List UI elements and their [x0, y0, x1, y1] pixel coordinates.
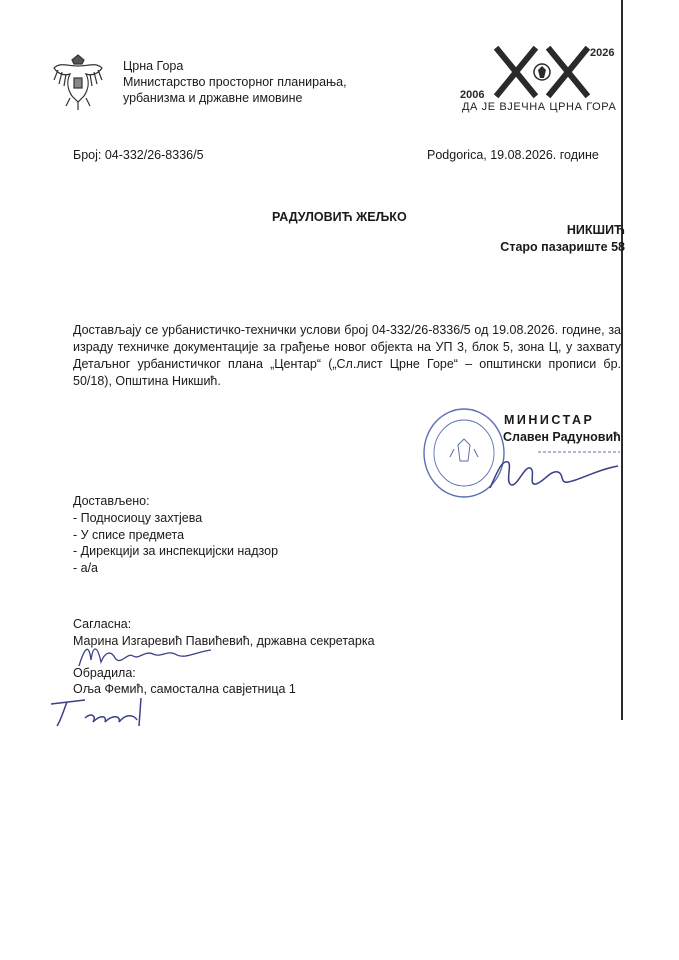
- ministry-line-2: Министарство просторног планирања,: [123, 75, 347, 89]
- delivered-item: - Подносиоцу захтјева: [73, 511, 203, 525]
- minister-signature: [480, 440, 630, 500]
- delivered-item: - У списе предмета: [73, 527, 185, 542]
- delivered-item: - а/а: [73, 560, 99, 575]
- recipient-street: Старо пазариште 58: [500, 240, 625, 254]
- agreed-name: Марина Изгаревић Павићевић, државна секретарка: [73, 634, 375, 648]
- ministry-line-1: Црна Гора: [123, 59, 184, 73]
- ministry-line-3: урбанизма и државне имовине: [123, 91, 303, 105]
- reference-number: Број: 04-332/26-8336/5: [73, 148, 204, 162]
- signatory-name: Славен Радуновић: [503, 430, 621, 444]
- delivered-item: - Дирекцији за инспекцијски надзор: [73, 544, 279, 558]
- logo-slogan: ДА ЈЕ ВЈЕЧНА ЦРНА ГОРА: [462, 101, 617, 113]
- prepared-label: Обрадила:: [73, 666, 136, 680]
- logo-year-start: 2006: [460, 89, 485, 101]
- body-paragraph: Достављају се урбанистичко-технички услови број 04-332/26-8336/5 од 19.08.2026. године, за израду техничке документације за грађење новог објекта на УП 3, блок 5, зона Ц, у захвату Детаљног урбанистичког плана „Центар“ („Сл.лист Црне Горе“ – општински прописи бр. 50/18), Општина Никшић.: [73, 323, 621, 388]
- prepared-name: Оља Фемић, самостална савјетница 1: [73, 682, 296, 696]
- recipient-city: НИКШИЋ: [566, 223, 625, 237]
- ministry-name: [123, 58, 347, 106]
- margin-line: [621, 0, 623, 720]
- recipient-name: РАДУЛОВИЋ ЖЕЉКО: [272, 210, 407, 224]
- place-date: Podgorica, 19.08.2026. године: [427, 148, 599, 162]
- delivered-list: [73, 510, 278, 576]
- recipient-address-block: [500, 222, 625, 256]
- coat-of-arms-icon: [50, 52, 106, 112]
- logo-year-end: 2026: [590, 47, 615, 59]
- advisor-signature: [45, 690, 165, 730]
- agreed-label: Сагласна:: [73, 617, 132, 631]
- signatory-title: МИНИСТАР: [504, 413, 595, 427]
- delivered-heading: Достављено:: [73, 494, 150, 508]
